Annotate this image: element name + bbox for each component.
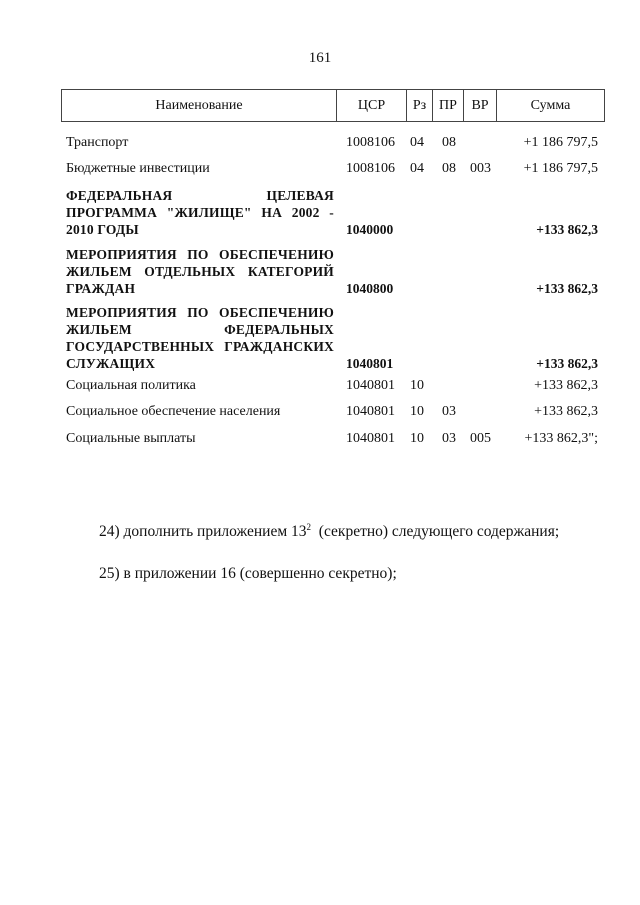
row-rz: 10	[410, 404, 424, 419]
row-csr: 1040800	[346, 281, 394, 296]
row-csr: 1008106	[346, 161, 395, 176]
row-sum: +133 862,3";	[524, 431, 598, 446]
header-sum: Сумма	[530, 97, 571, 113]
row-sum: +133 862,3	[536, 222, 598, 237]
row-pr: 08	[442, 135, 456, 150]
table-row	[66, 304, 598, 372]
row-rz: 04	[410, 161, 424, 176]
row-csr: 1008106	[346, 135, 395, 150]
row-vr: 005	[470, 431, 491, 446]
table-row	[66, 404, 598, 422]
row-csr: 1040801	[346, 356, 394, 371]
paragraph-24-superscript: 2	[306, 521, 312, 532]
row-csr: 1040801	[346, 431, 395, 446]
header-csr: ЦСР	[337, 90, 407, 121]
row-sum: +133 862,3	[536, 281, 598, 296]
paragraph-24	[99, 523, 559, 541]
table-row	[66, 161, 598, 179]
row-sum: +133 862,3	[534, 378, 598, 393]
row-pr: 08	[442, 161, 456, 176]
row-name: Социальная политика	[66, 378, 196, 393]
row-rz: 04	[410, 135, 424, 150]
table-row	[66, 246, 598, 297]
row-name: МЕРОПРИЯТИЯ ПО ОБЕСПЕЧЕНИЮ ЖИЛЬЕМ ФЕДЕРАЛЬНЫХ ГОСУДАРСТВЕННЫХ ГРАЖДАНСКИХ СЛУЖАЩИХ	[66, 305, 334, 371]
row-rz: 10	[410, 378, 424, 393]
page-number: 161	[308, 50, 332, 66]
row-sum: +133 862,3	[536, 356, 598, 371]
header-pr: ПР	[433, 90, 464, 121]
table-row	[66, 431, 598, 449]
row-sum: +1 186 797,5	[523, 135, 598, 150]
table-row	[66, 135, 598, 153]
row-csr: 1040801	[346, 378, 395, 393]
table-header	[61, 89, 605, 122]
row-pr: 03	[442, 431, 456, 446]
header-rz: Рз	[407, 90, 433, 121]
row-name: Социальное обеспечение населения	[66, 404, 281, 419]
row-name: Бюджетные инвестиции	[66, 161, 210, 176]
row-name: Социальные выплаты	[66, 431, 196, 446]
table-row	[66, 378, 598, 396]
row-name: Транспорт	[66, 135, 129, 150]
row-name: МЕРОПРИЯТИЯ ПО ОБЕСПЕЧЕНИЮ ЖИЛЬЕМ ОТДЕЛЬНЫХ КАТЕГОРИЙ ГРАЖДАН	[66, 247, 334, 296]
row-pr: 03	[442, 404, 456, 419]
row-sum: +1 186 797,5	[523, 161, 598, 176]
row-vr: 003	[470, 161, 491, 176]
header-vr: ВР	[464, 90, 497, 121]
row-csr: 1040801	[346, 404, 395, 419]
header-name: Наименование	[62, 90, 337, 121]
paragraph-24-suffix: (секретно) следующего содержания;	[311, 523, 560, 540]
row-rz: 10	[410, 431, 424, 446]
row-csr: 1040000	[346, 222, 394, 237]
paragraph-25: 25) в приложении 16 (совершенно секретно);	[99, 565, 397, 582]
paragraph-24-prefix: 24) дополнить приложением 13	[99, 523, 307, 540]
row-sum: +133 862,3	[534, 404, 598, 419]
row-name: ФЕДЕРАЛЬНАЯ ЦЕЛЕВАЯ ПРОГРАММА "ЖИЛИЩЕ" НА 2002 - 2010 ГОДЫ	[66, 188, 334, 237]
table-row	[66, 187, 598, 238]
